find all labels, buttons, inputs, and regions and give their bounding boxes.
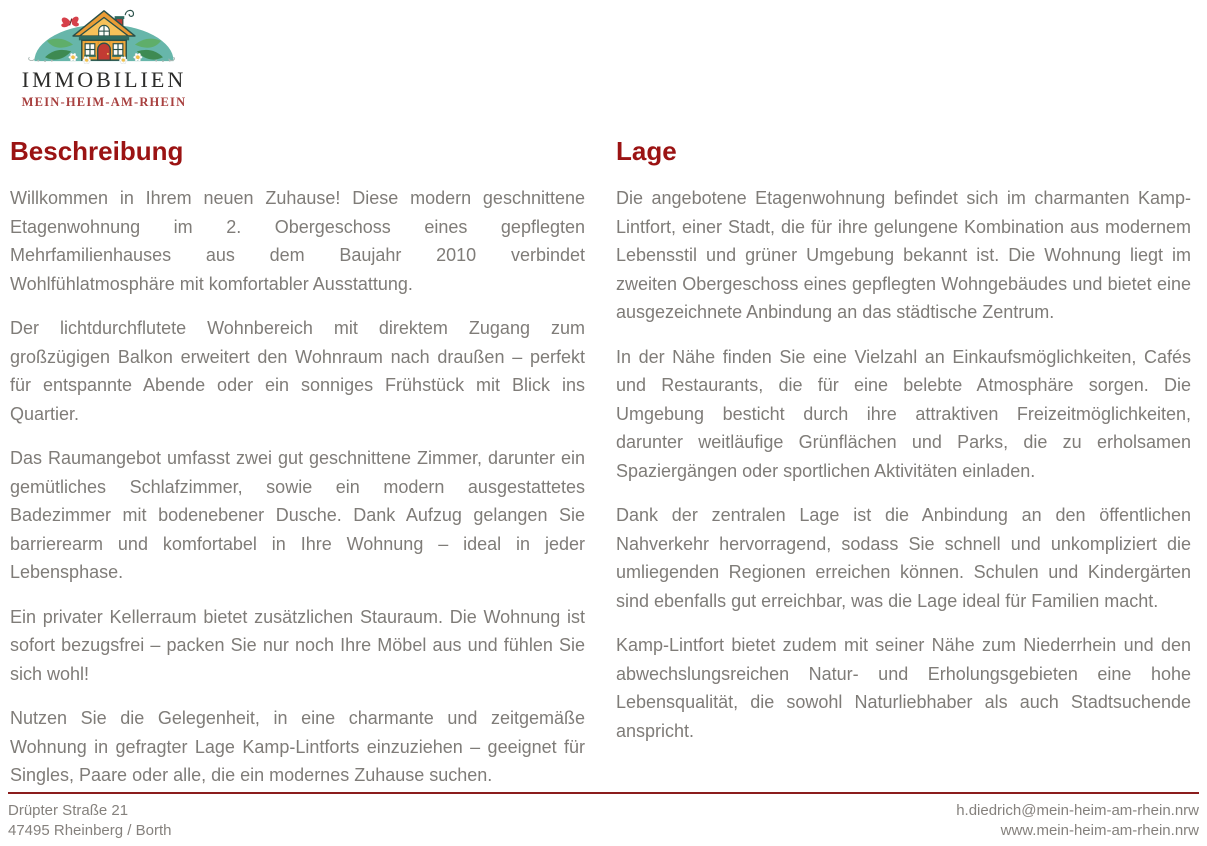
paragraph: Kamp-Lintfort bietet zudem mit seiner Nähe zum Niederrhein und den abwechslungsreichen Natur- und Erholungsgebieten eine hohe Lebensqualität, die sowohl Naturliebhaber als auch Stadtsuchende anspricht.: [616, 635, 1191, 741]
footer-website: www.mein-heim-am-rhein.nrw: [1000, 822, 1199, 839]
footer-address-street: Drüpter Straße 21: [8, 802, 129, 819]
content-columns: [10, 136, 1191, 806]
footer-address-city: 47495 Rheinberg / Borth: [8, 822, 172, 839]
brand-tagline: MEIN-HEIM-AM-RHEIN: [21, 95, 187, 109]
gable-window-icon: [99, 25, 110, 36]
section-lage: [616, 136, 1191, 806]
paragraph: Dank der zentralen Lage ist die Anbindung an den öffentlichen Nahverkehr hervorragend, sodass Sie schnell und unkompliziert die umliegenden Regionen erreichen können. Schulen und Kindergärten sind ebenfalls gut erreichbar, was die Lage ideal für Familien macht.: [616, 505, 1191, 611]
smoke-curl-icon: [125, 10, 133, 16]
window-left-icon: [84, 44, 96, 57]
window-right-icon: [112, 44, 124, 57]
butterfly-icon: [61, 17, 79, 28]
paragraph: Das Raumangebot umfasst zwei gut geschnittene Zimmer, darunter ein gemütliches Schlafzimmer, sowie ein modern ausgestattetes Badezimmer mit bodenebener Dusche. Dank Aufzug gelangen Sie barrierearm und komfortabel in Ihre Wohnung – ideal in jeder Lebensphase.: [10, 448, 585, 582]
paragraph: In der Nähe finden Sie eine Vielzahl an Einkaufsmöglichkeiten, Cafés und Restaurants, die für eine belebte Atmosphäre sorgen. Die Umgebung besticht durch ihre attraktiven Freizeitmöglichkeiten, darunter weitläufige Grünflächen und Parks, die zu erholsamen Spaziergängen oder sportlichen Aktivitäten einladen.: [616, 346, 1191, 481]
paragraph: Die angebotene Etagenwohnung befindet sich im charmanten Kamp-Lintfort, einer Stadt, die für ihre gelungene Kombination aus modernem Lebensstil und grüner Umgebung bekannt ist. Die Wohnung liegt im zweiten Obergeschoss eines gepflegten Wohngebäudes und bietet eine ausgezeichnete Anbindung an das städtische Zentrum.: [616, 188, 1191, 322]
brand-logo-illustration: [24, 6, 184, 64]
section-beschreibung: [10, 136, 585, 806]
paragraph: Der lichtdurchflutete Wohnbereich mit direktem Zugang zum großzügigen Balkon erweitert den Wohnraum nach draußen – perfekt für entspannte Abende oder ein sonniges Frühstück mit Blick ins Quartier.: [10, 318, 585, 424]
page-footer: [8, 792, 1199, 841]
footer-address: [8, 801, 171, 841]
paragraph: Willkommen in Ihrem neuen Zuhause! Diese modern geschnittene Etagenwohnung im 2. Obergeschoss eines gepflegten Mehrfamilienhauses aus dem Baujahr 2010 verbindet Wohlfühlatmosphäre mit komfortabler Ausstattung.: [10, 188, 585, 294]
brand-header: [14, 6, 194, 110]
footer-email: h.diedrich@mein-heim-am-rhein.nrw: [956, 802, 1199, 819]
section-title-lage: Lage: [616, 136, 677, 166]
section-title-beschreibung: Beschreibung: [10, 136, 184, 166]
paragraph: Ein privater Kellerraum bietet zusätzlichen Stauraum. Die Wohnung ist sofort bezugsfrei – packen Sie nur noch Ihre Möbel aus und fühlen Sie sich wohl!: [10, 606, 585, 684]
brand-name: IMMOBILIEN: [21, 67, 187, 92]
paragraph: Nutzen Sie die Gelegenheit, in eine charmante und zeitgemäße Wohnung in gefragter Lage Kamp-Lintforts einzuziehen – geeignet für Singles, Paare oder alle, die ein modernes Zuhause suchen.: [10, 708, 585, 785]
door-icon: [98, 43, 111, 60]
footer-contact: [956, 801, 1199, 841]
